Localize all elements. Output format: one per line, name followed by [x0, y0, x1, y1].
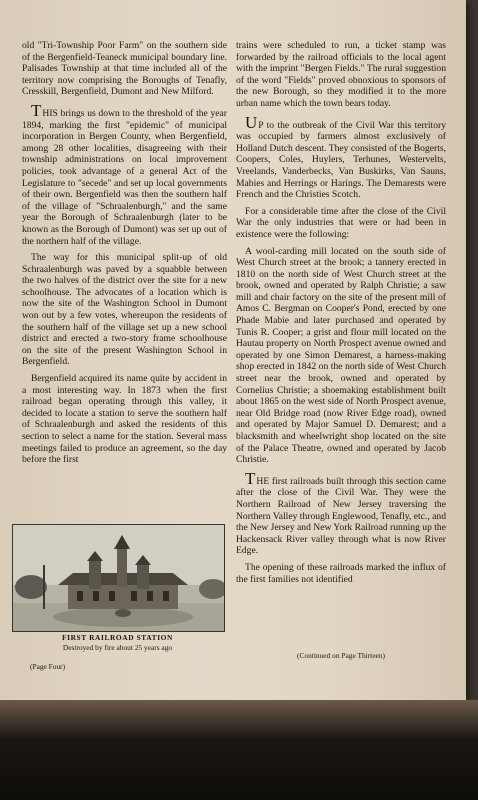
right-column: [236, 40, 446, 590]
railroad-station-photo: [12, 524, 225, 632]
scan-background: [0, 700, 478, 800]
paragraph: A wool-carding mill located on the south side of West Church street at the brook; a tannery erected in 1810 on the north side of West Church street at the brook, owned and operated by Ralph Christie; a saw mill and chair factory on the site of the present mill of Amos C. Bergman on Cooper's Pond, erected by one Phade Mabie and later purchased and operated by Tunis R. Cooper; a grist and flour mill located on the Hautau property on North Prospect avenue owned and operated by one Simon Demarest, a harness-making shop erected in 1842 on the north side of West Church street near the brook, owned and operated by Cornelius Christie; a shoemaking establishment built about 1865 on the west side of North Prospect avenue, near Old Bridge road (now River Edge road), owned and operated by Major Samuel D. Demarest; and a blacksmith and wheelwright shop located on the site of the Palace Theatre, owned and operated by Jacob Christie.: [236, 245, 446, 466]
paragraph: Bergenfield acquired its name quite by accident in a most interesting way. In 1873 when the first railroad began operating through this valley, it decided to locate a station to serve the southern half of Schraalenburgh and asked the residents of this section to select a name for the station. Several mass meetings failed to produce an agreement, so the day before the first: [22, 373, 227, 466]
photo-caption: [12, 633, 223, 652]
paragraph: THIS brings us down to the threshold of the year 1894, marking the first "epidemic" of municipal incorporation in Bergen County, when Bergenfield, among 28 other localities, disagreeing with their township administrations on local improvement policies, took advantage of a general Act of the Legislature to "secede" and set up local governments of their own. Bergenfield was then the southern half of the village of "Schraalenburgh," and the same year the Borough of Schraalenburgh (later to be known as the Borough of Dumont) was set up out of the northern half of the village.: [22, 100, 227, 247]
paragraph: trains were scheduled to run, a ticket stamp was forwarded by the railroad officials to the local agent with the imprint "Bergen Fields." The rural suggestion of the word "Fields" proved obnoxious to sponsors of the new Borough, so they modified it to the more urban name which the town bears today.: [236, 40, 446, 109]
caption-subtitle: Destroyed by fire about 25 years ago: [62, 642, 173, 652]
continued-note: (Continued on Page Thirteen): [297, 651, 385, 660]
page-number: (Page Four): [30, 662, 66, 671]
paragraph: The opening of these railroads marked the influx of the first families not identified: [236, 561, 446, 585]
left-column: [22, 40, 227, 471]
paragraph: THE first railroads built through this section came after the close of the Civil War. They were the Northern Railroad of New Jersey traversing the Northern Valley through Englewood, Tenafly, etc., and the New Jersey and New York Railroad running up the Hackensack River valley through what is now River Edge.: [236, 468, 446, 557]
paragraph: old "Tri-Township Poor Farm" on the southern side of the Bergenfield-Teaneck municipal boundary line. Palisades Township at that time included all of the territory now comprising the Boroughs of Tenafly, Cresskill, Bergenfield, Dumont and New Milford.: [22, 40, 227, 98]
caption-title: FIRST RAILROAD STATION: [62, 633, 173, 642]
paragraph: UP to the outbreak of the Civil War this territory was occupied by farmers almost exclusively of Holland Dutch descent. They consisted of the Bogerts, Coopers, Coles, Huylers, Terhunes, Westervelts, Vreelands, Vanderbecks, Van Buskirks, Van Sauns, Mabies and Herrings or Harings. The Demarests were French and the Christies Scotch.: [236, 112, 446, 201]
paragraph: The way for this municipal split-up of old Schraalenburgh was paved by a squabble between the two halves of the district over the site for a new schoolhouse. The advocates of a location which is now the site of the Washington School in Dumont won out by a few votes, whereupon the residents of the southern half of the village set up a new school district and erected a two-story frame schoolhouse on the site of the present Washington School in Bergenfield.: [22, 252, 227, 368]
paragraph: For a considerable time after the close of the Civil War the only industries that were or had been in existence were the following:: [236, 205, 446, 240]
